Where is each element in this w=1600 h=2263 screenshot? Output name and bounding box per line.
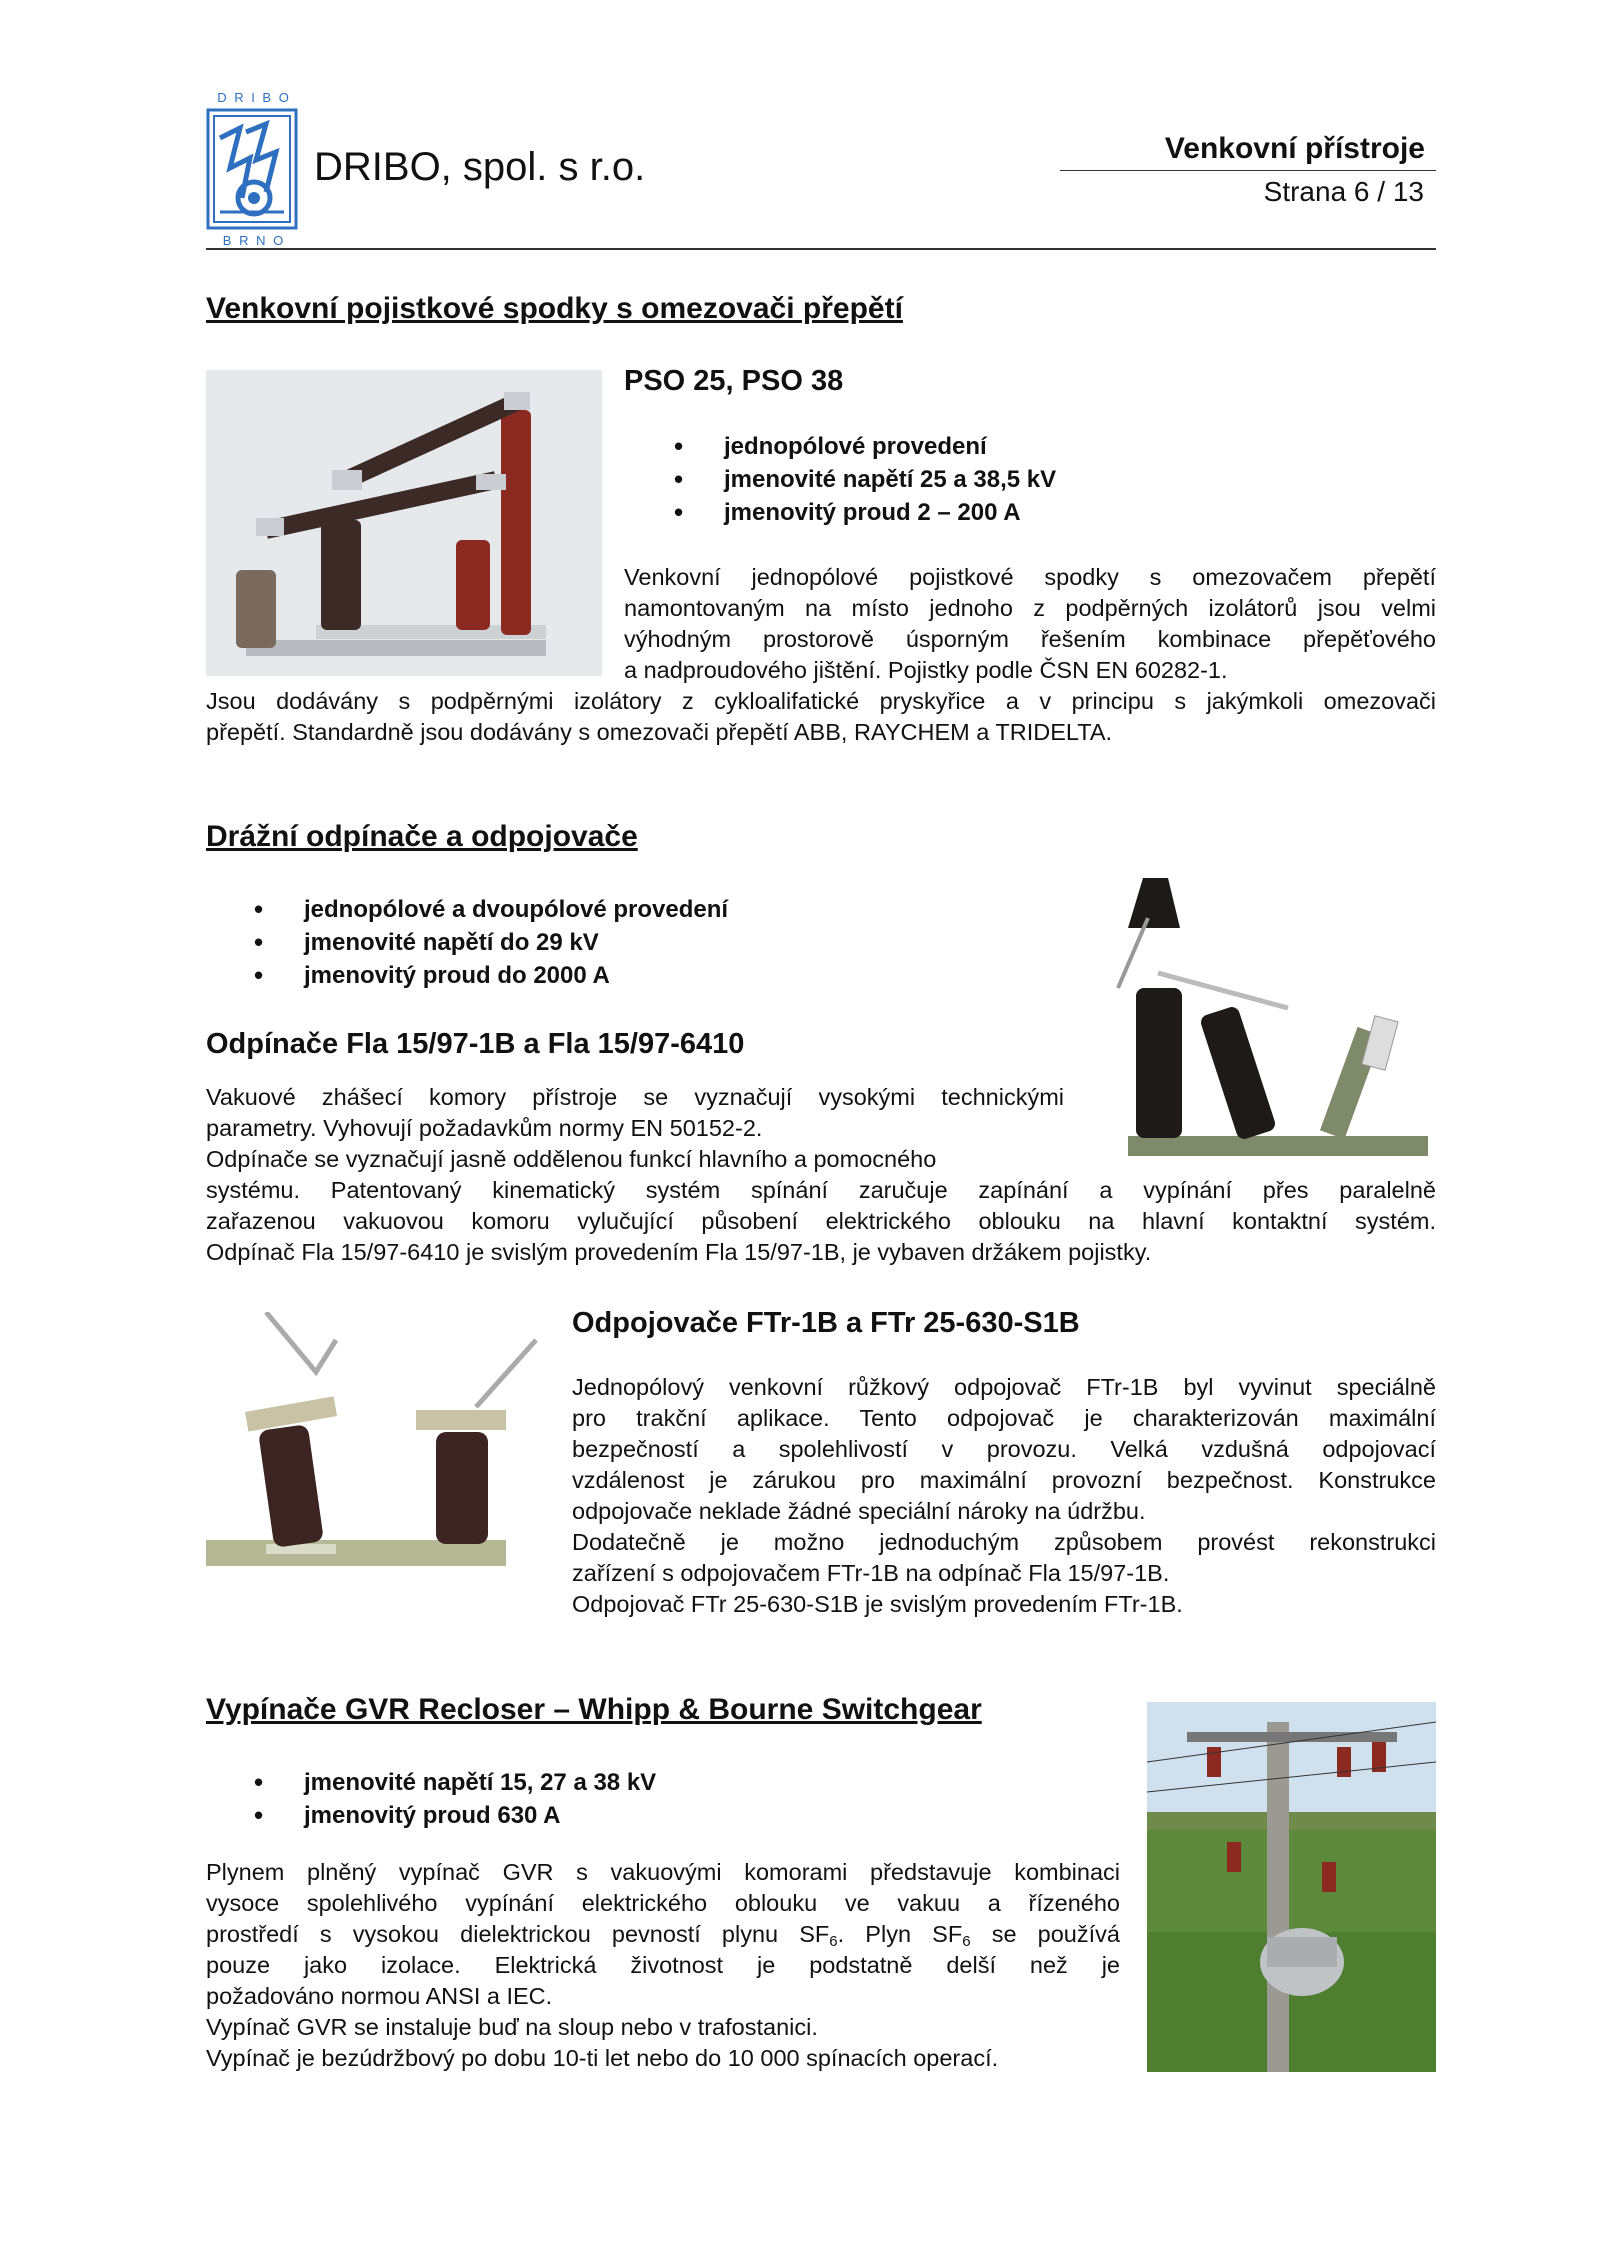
text-line: Vypínač GVR se instaluje buď na sloup nebo v trafostanici. bbox=[206, 2014, 818, 2040]
text-line: Venkovní jednopólové pojistkové spodky s omezovačem přepětí bbox=[624, 564, 1436, 590]
text-line: Vypínač je bezúdržbový po dobu 10-ti let nebo do 10 000 spínacích operací. bbox=[206, 2045, 999, 2071]
text-line: namontovaným na místo jednoho z podpěrných izolátorů jsou velmi bbox=[624, 595, 1436, 621]
header-rule bbox=[206, 248, 1436, 250]
fuse-base-illustration bbox=[206, 370, 602, 676]
text-line: Dodatečně je možno jednoduchým způsobem provést rekonstrukci bbox=[572, 1529, 1436, 1555]
company-logo bbox=[206, 90, 302, 246]
ftr-product-photo bbox=[206, 1312, 566, 1580]
rail-switch-spec-list bbox=[254, 893, 728, 992]
text-line: výhodným prostorově úsporným řešením kombinace přepěťového bbox=[624, 626, 1436, 652]
subscript: 6 bbox=[962, 1933, 971, 1950]
list-item: • jmenovitý proud 630 A bbox=[254, 1799, 656, 1832]
header-title: Venkovní přístroje bbox=[1164, 132, 1425, 165]
text-line: vzdálenost je zárukou pro maximální provozní bezpečnost. Konstrukce bbox=[572, 1467, 1436, 1493]
section-title-rail-switches: Drážní odpínače a odpojovače bbox=[206, 820, 638, 853]
text-line: Jednopólový venkovní růžkový odpojovač FTr-1B byl vyvinut speciálně bbox=[572, 1374, 1436, 1400]
load-break-switch-illustration bbox=[1088, 878, 1436, 1170]
text-line: požadováno normou ANSI a IEC. bbox=[206, 1983, 553, 2009]
list-item: • jmenovitý proud do 2000 A bbox=[254, 959, 728, 992]
logo-emblem-icon bbox=[206, 108, 302, 232]
product-title-fla: Odpínače Fla 15/97-1B a Fla 15/97-6410 bbox=[206, 1028, 745, 1060]
pso-spec-list bbox=[674, 430, 1056, 529]
list-item: • jmenovité napětí 15, 27 a 38 kV bbox=[254, 1766, 656, 1799]
text-line: vysoce spolehlivého vypínání elektrického oblouku ve vakuu a řízeného bbox=[206, 1890, 1120, 1916]
pso-product-photo bbox=[206, 370, 602, 676]
text-line: přepětí. Standardně jsou dodávány s omezovači přepětí ABB, RAYCHEM a TRIDELTA. bbox=[206, 719, 1113, 745]
fla-product-photo bbox=[1088, 878, 1436, 1170]
text-fragment: . Plyn SF bbox=[837, 1921, 963, 1947]
subscript: 6 bbox=[829, 1933, 838, 1950]
text-line: bezpečností a spolehlivostí v provozu. Velká vzdušná odpojovací bbox=[572, 1436, 1436, 1462]
text-line: pouze jako izolace. Elektrická životnost je podstatně delší než je bbox=[206, 1952, 1120, 1978]
list-item: • jednopólové a dvoupólové provedení bbox=[254, 893, 728, 926]
pso-description-cont bbox=[206, 686, 1436, 748]
recloser-illustration bbox=[1147, 1702, 1436, 2072]
list-item: • jmenovité napětí 25 a 38,5 kV bbox=[674, 463, 1056, 496]
gvr-description bbox=[206, 1857, 1120, 2074]
header-divider bbox=[1060, 170, 1436, 171]
logo-top-text: D R I B O bbox=[217, 90, 291, 105]
gvr-spec-list bbox=[254, 1766, 656, 1832]
company-name: DRIBO, spol. s r.o. bbox=[314, 145, 646, 189]
text-line: Plynem plněný vypínač GVR s vakuovými komorami představuje kombinaci bbox=[206, 1859, 1120, 1885]
product-title-pso: PSO 25, PSO 38 bbox=[624, 365, 844, 397]
list-item: • jmenovité napětí do 29 kV bbox=[254, 926, 728, 959]
text-line: pro trakční aplikace. Tento odpojovač je charakterizován maximální bbox=[572, 1405, 1436, 1431]
disconnector-illustration bbox=[206, 1312, 566, 1580]
text-line: zařízení s odpojovačem FTr-1B na odpínač Fla 15/97-1B. bbox=[572, 1560, 1170, 1586]
logo-bottom-text: B R N O bbox=[222, 233, 286, 248]
text-line: Odpínače se vyznačují jasně oddělenou funkcí hlavního a pomocného bbox=[206, 1146, 937, 1172]
text-line: zařazenou vakuovou komoru vylučující působení elektrického oblouku na hlavní kontaktní systém. bbox=[206, 1208, 1436, 1234]
gvr-product-photo bbox=[1147, 1702, 1436, 2072]
list-item: • jednopólové provedení bbox=[674, 430, 1056, 463]
text-line: odpojovače neklade žádné speciální nároky na údržbu. bbox=[572, 1498, 1146, 1524]
text-line: parametry. Vyhovují požadavkům normy EN 50152-2. bbox=[206, 1115, 763, 1141]
pso-description bbox=[624, 562, 1436, 686]
section-title-gvr: Vypínače GVR Recloser – Whipp & Bourne Switchgear bbox=[206, 1693, 982, 1726]
text-fragment: prostředí s vysokou dielektrickou pevností plynu SF bbox=[206, 1921, 830, 1947]
text-line: a nadproudového jištění. Pojistky podle ČSN EN 60282-1. bbox=[624, 657, 1228, 683]
text-line: Odpínač Fla 15/97-6410 je svislým provedením Fla 15/97-1B, je vybaven držákem pojistky. bbox=[206, 1239, 1152, 1265]
text-line: Odpojovač FTr 25-630-S1B je svislým provedením FTr-1B. bbox=[572, 1591, 1183, 1617]
text-line: Jsou dodávány s podpěrnými izolátory z cykloalifatické pryskyřice a v principu s jakýmkoli omezovači bbox=[206, 688, 1436, 714]
page-number: Strana 6 / 13 bbox=[1263, 176, 1424, 207]
list-item: • jmenovitý proud 2 – 200 A bbox=[674, 496, 1056, 529]
text-line: systému. Patentovaný kinematický systém spínání zaručuje zapínání a vypínání přes paralelně bbox=[206, 1177, 1436, 1203]
text-line-sf6 bbox=[206, 1919, 1120, 1950]
text-line: Vakuové zhášecí komory přístroje se vyznačují vysokými technickými bbox=[206, 1084, 1064, 1110]
fla-description-cont bbox=[206, 1175, 1436, 1268]
section-title-fuse-bases: Venkovní pojistkové spodky s omezovači přepětí bbox=[206, 292, 903, 325]
text-fragment: se používá bbox=[970, 1921, 1120, 1947]
ftr-description bbox=[572, 1372, 1436, 1620]
fla-description bbox=[206, 1082, 1064, 1175]
product-title-ftr: Odpojovače FTr-1B a FTr 25-630-S1B bbox=[572, 1307, 1080, 1339]
